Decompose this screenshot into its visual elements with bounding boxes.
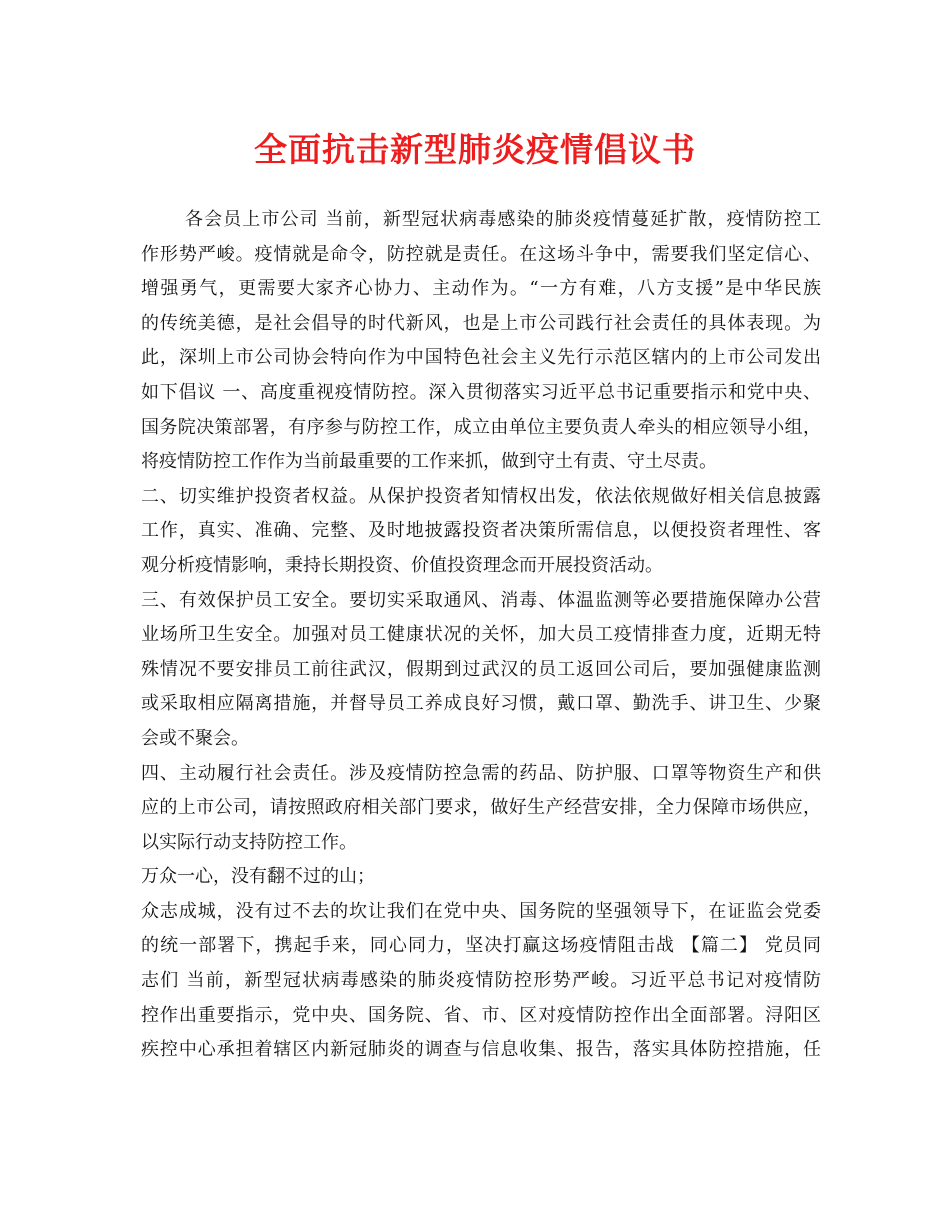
text-line: 的统一部署下，携起手来，同心同力，坚决打赢这场疫情阻击战 【篇二】 党员同 bbox=[141, 935, 821, 957]
document-body bbox=[141, 203, 821, 1068]
text-line: 三、有效保护员工安全。要切实采取通风、消毒、体温监测等必要措施保障办公营 bbox=[141, 589, 821, 611]
document-title: 全面抗击新型肺炎疫情倡议书 bbox=[254, 130, 696, 169]
text-line: 观分析疫情影响，秉持长期投资、价值投资理念而开展投资活动。 bbox=[141, 554, 663, 576]
text-line: 作形势严峻。疫情就是命令，防控就是责任。在这场斗争中，需要我们坚定信心、 bbox=[141, 243, 821, 265]
text-line: 此，深圳上市公司协会特向作为中国特色社会主义先行示范区辖内的上市公司发出 bbox=[141, 347, 821, 369]
text-line: 志们 当前，新型冠状病毒感染的肺炎疫情防控形势严峻。习近平总书记对疫情防 bbox=[141, 970, 821, 992]
text-line: 如下倡议 一、高度重视疫情防控。深入贯彻落实习近平总书记重要指示和党中央、 bbox=[141, 381, 821, 403]
text-line: 四、主动履行社会责任。涉及疫情防控急需的药品、防护服、口罩等物资生产和供 bbox=[141, 762, 821, 784]
text-line: 或采取相应隔离措施，并督导员工养成良好习惯，戴口罩、勤洗手、讲卫生、少聚 bbox=[141, 693, 821, 715]
text-line: 殊情况不要安排员工前往武汉，假期到过武汉的员工返回公司后，要加强健康监测 bbox=[141, 658, 821, 680]
text-line: 工作，真实、准确、完整、及时地披露投资者决策所需信息，以便投资者理性、客 bbox=[141, 520, 821, 542]
text-line: 会或不聚会。 bbox=[141, 727, 249, 749]
text-line: 疾控中心承担着辖区内新冠肺炎的调查与信息收集、报告，落实具体防控措施，任 bbox=[141, 1039, 821, 1061]
text-line: 将疫情防控工作作为当前最重要的工作来抓，做到守土有责、守土尽责。 bbox=[141, 451, 717, 473]
text-line: 二、切实维护投资者权益。从保护投资者知情权出发，依法依规做好相关信息披露 bbox=[141, 485, 821, 507]
text-line: 国务院决策部署，有序参与防控工作，成立由单位主要负责人牵头的相应领导小组， bbox=[141, 416, 821, 438]
text-line: 以实际行动支持防控工作。 bbox=[141, 831, 357, 853]
text-line: 的传统美德，是社会倡导的时代新风，也是上市公司践行社会责任的具体表现。为 bbox=[141, 312, 821, 334]
text-line: 众志成城，没有过不去的坎让我们在党中央、国务院的坚强领导下，在证监会党委 bbox=[141, 900, 821, 922]
text-line: 万众一心，没有翻不过的山； bbox=[141, 866, 375, 888]
text-line: 增强勇气，更需要大家齐心协力、主动作为。“一方有难，八方支援”是中华民族 bbox=[141, 278, 821, 300]
text-line: 业场所卫生安全。加强对员工健康状况的关怀，加大员工疫情排查力度，近期无特 bbox=[141, 624, 821, 646]
text-line: 各会员上市公司 当前，新型冠状病毒感染的肺炎疫情蔓延扩散，疫情防控工 bbox=[185, 209, 821, 230]
text-line: 应的上市公司，请按照政府相关部门要求，做好生产经营安排，全力保障市场供应， bbox=[141, 797, 821, 819]
text-line: 控作出重要指示，党中央、国务院、省、市、区对疫情防控作出全面部署。浔阳区 bbox=[141, 1004, 821, 1026]
